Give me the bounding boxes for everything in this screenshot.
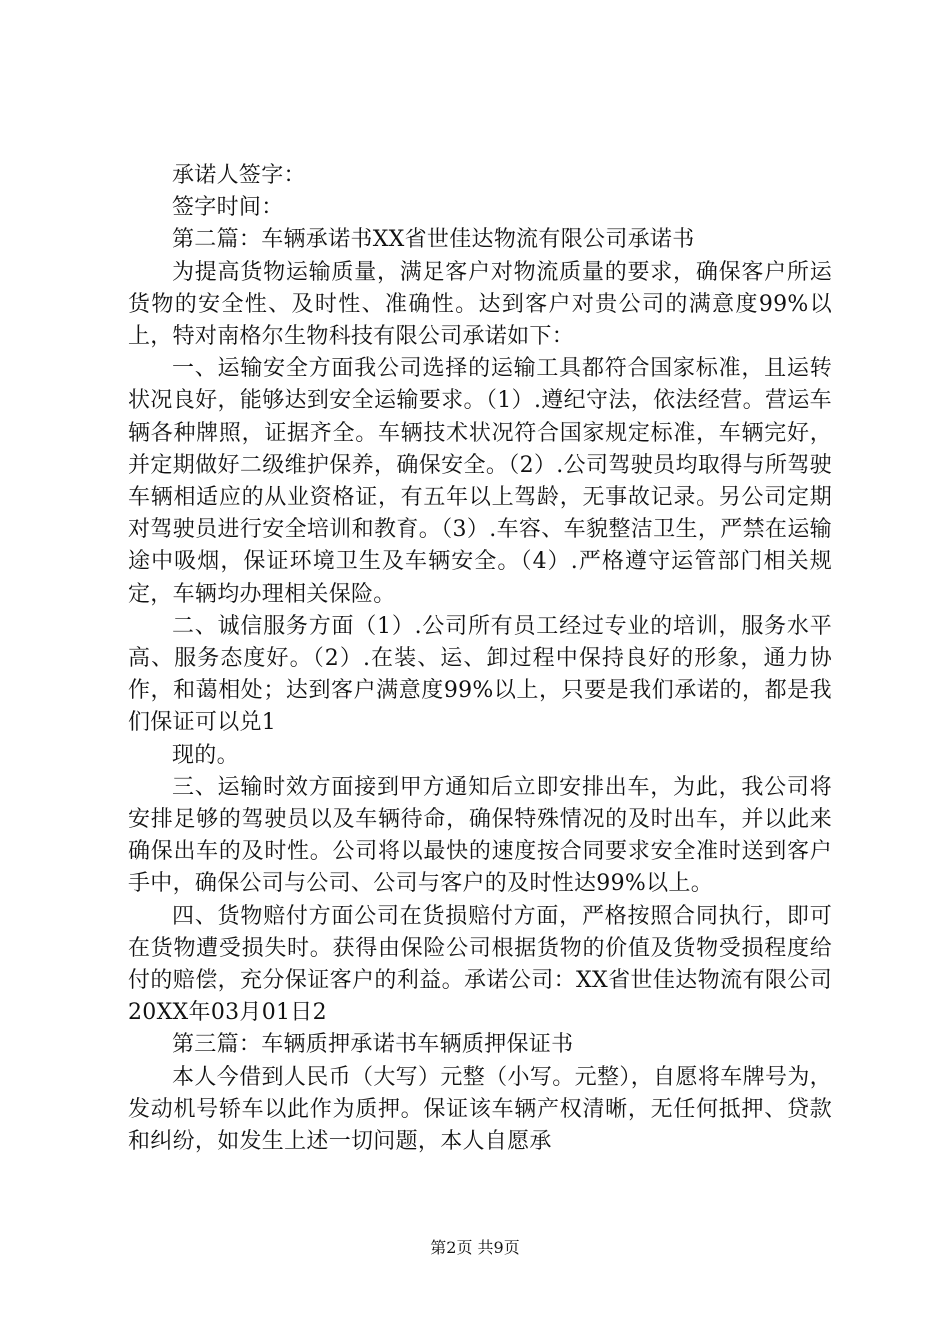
paragraph-timeliness: 三、运输时效方面接到甲方通知后立即安排出车，为此，我公司将安排足够的驾驶员以及车辆待命，确保特殊情况的及时出车，并以此来确保出车的及时性。公司将以最快的速度按合同要求安全准时送到客户手中，确保公司与公司、公司与客户的及时性达99%以上。 (128, 774, 832, 897)
page-footer: 第2页 共9页 (430, 1238, 520, 1257)
document-body (128, 160, 832, 1158)
paragraph-pledge: 本人今借到人民币（大写）元整（小写。元整），自愿将车牌号为，发动机号轿车以此作为质押。保证该车辆产权清晰，无任何抵押、贷款和纠纷，如发生上述一切问题，本人自愿承 (128, 1064, 832, 1155)
section-two-heading: 第二篇：车辆承诺书XX省世佳达物流有限公司承诺书 (172, 227, 695, 253)
signatory-line: 承诺人签字： (172, 163, 306, 188)
paragraph-continuation: 现的。 (172, 742, 239, 768)
paragraph-compensation: 四、货物赔付方面公司在货损赔付方面，严格按照合同执行，即可在货物遭受损失时。获得由保险公司根据货物的价值及货物受损程度给付的赔偿，充分保证客户的利益。承诺公司：XX省世佳达物流有限公司20XX年03月01日2 (128, 903, 832, 1026)
signing-time-line: 签字时间： (172, 195, 284, 221)
paragraph-integrity-service: 二、诚信服务方面（1）.公司所有员工经过专业的培训，服务水平高、服务态度好。（2）.在装、运、卸过程中保持良好的形象，通力协作，和蔼相处；达到客户满意度99%以上，只要是我们承诺的，都是我们保证可以兑1 (128, 613, 832, 736)
paragraph-intro: 为提高货物运输质量，满足客户对物流质量的要求，确保客户所运货物的安全性、及时性、准确性。达到客户对贵公司的满意度99%以上，特对南格尔生物科技有限公司承诺如下： (128, 259, 832, 350)
section-three-heading: 第三篇：车辆质押承诺书车辆质押保证书 (172, 1032, 574, 1058)
paragraph-transport-safety: 一、运输安全方面我公司选择的运输工具都符合国家标准，且运转状况良好，能够达到安全运输要求。（1）.遵纪守法，依法经营。营运车辆各种牌照，证据齐全。车辆技术状况符合国家规定标准，车辆完好，并定期做好二级维护保养，确保安全。（2）.公司驾驶员均取得与所驾驶车辆相适应的从业资格证，有五年以上驾龄，无事故记录。另公司定期对驾驶员进行安全培训和教育。（3）.车容、车貌整洁卫生，严禁在运输途中吸烟，保证环境卫生及车辆安全。（4）.严格遵守运管部门相关规定，车辆均办理相关保险。 (128, 356, 832, 607)
